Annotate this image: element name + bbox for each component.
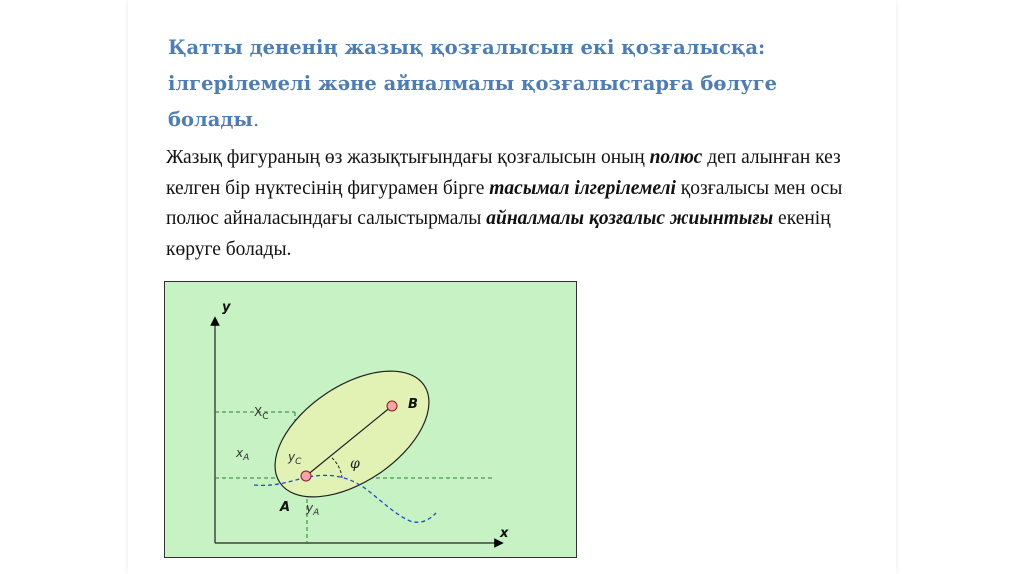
point-b-label: B — [408, 397, 418, 412]
slide — [128, 0, 896, 574]
body-paragraph — [166, 143, 856, 265]
text-part-4: екенің көруге болады. — [166, 208, 831, 260]
term-rotational: айналмалы қозғалыс жиынтығы — [486, 208, 774, 229]
title-line-2: ілгерілемелі және айналмалы қозғалыстарға бөлуге — [168, 72, 778, 95]
xa-label: $x_A$ — [236, 446, 250, 463]
y-axis-label: y — [222, 300, 231, 315]
title-line-1: Қатты дененің жазық қозғалысын екі қозғалысқа: — [168, 36, 766, 59]
point-b-marker — [387, 401, 397, 411]
term-pole: полюс — [649, 147, 703, 168]
text-part-3: қозғалысы мен осы полюс айналасындағы салыстырмалы — [166, 177, 843, 229]
text-part-1: Жазық фигураның өз жазықтығындағы қозғалысын оның — [166, 147, 650, 168]
xc-label: $X_C$ — [254, 405, 269, 422]
slide-title — [168, 30, 848, 138]
text-part-2: деп алынған кез келген бір нүктесінің фигурамен бірге — [166, 147, 841, 199]
term-translational: тасымал ілгерілемелі — [489, 177, 676, 199]
ya-label: $y_A$ — [306, 501, 320, 518]
point-a-marker — [301, 471, 311, 481]
diagram-svg — [164, 281, 577, 558]
motion-diagram — [164, 281, 577, 558]
angle-phi-label: φ — [350, 456, 360, 472]
title-line-3: болады — [168, 108, 253, 131]
title-period: . — [252, 108, 260, 131]
x-axis-label: x — [500, 526, 509, 541]
yc-label: $y_C$ — [288, 450, 302, 467]
point-a-label: A — [280, 500, 291, 515]
